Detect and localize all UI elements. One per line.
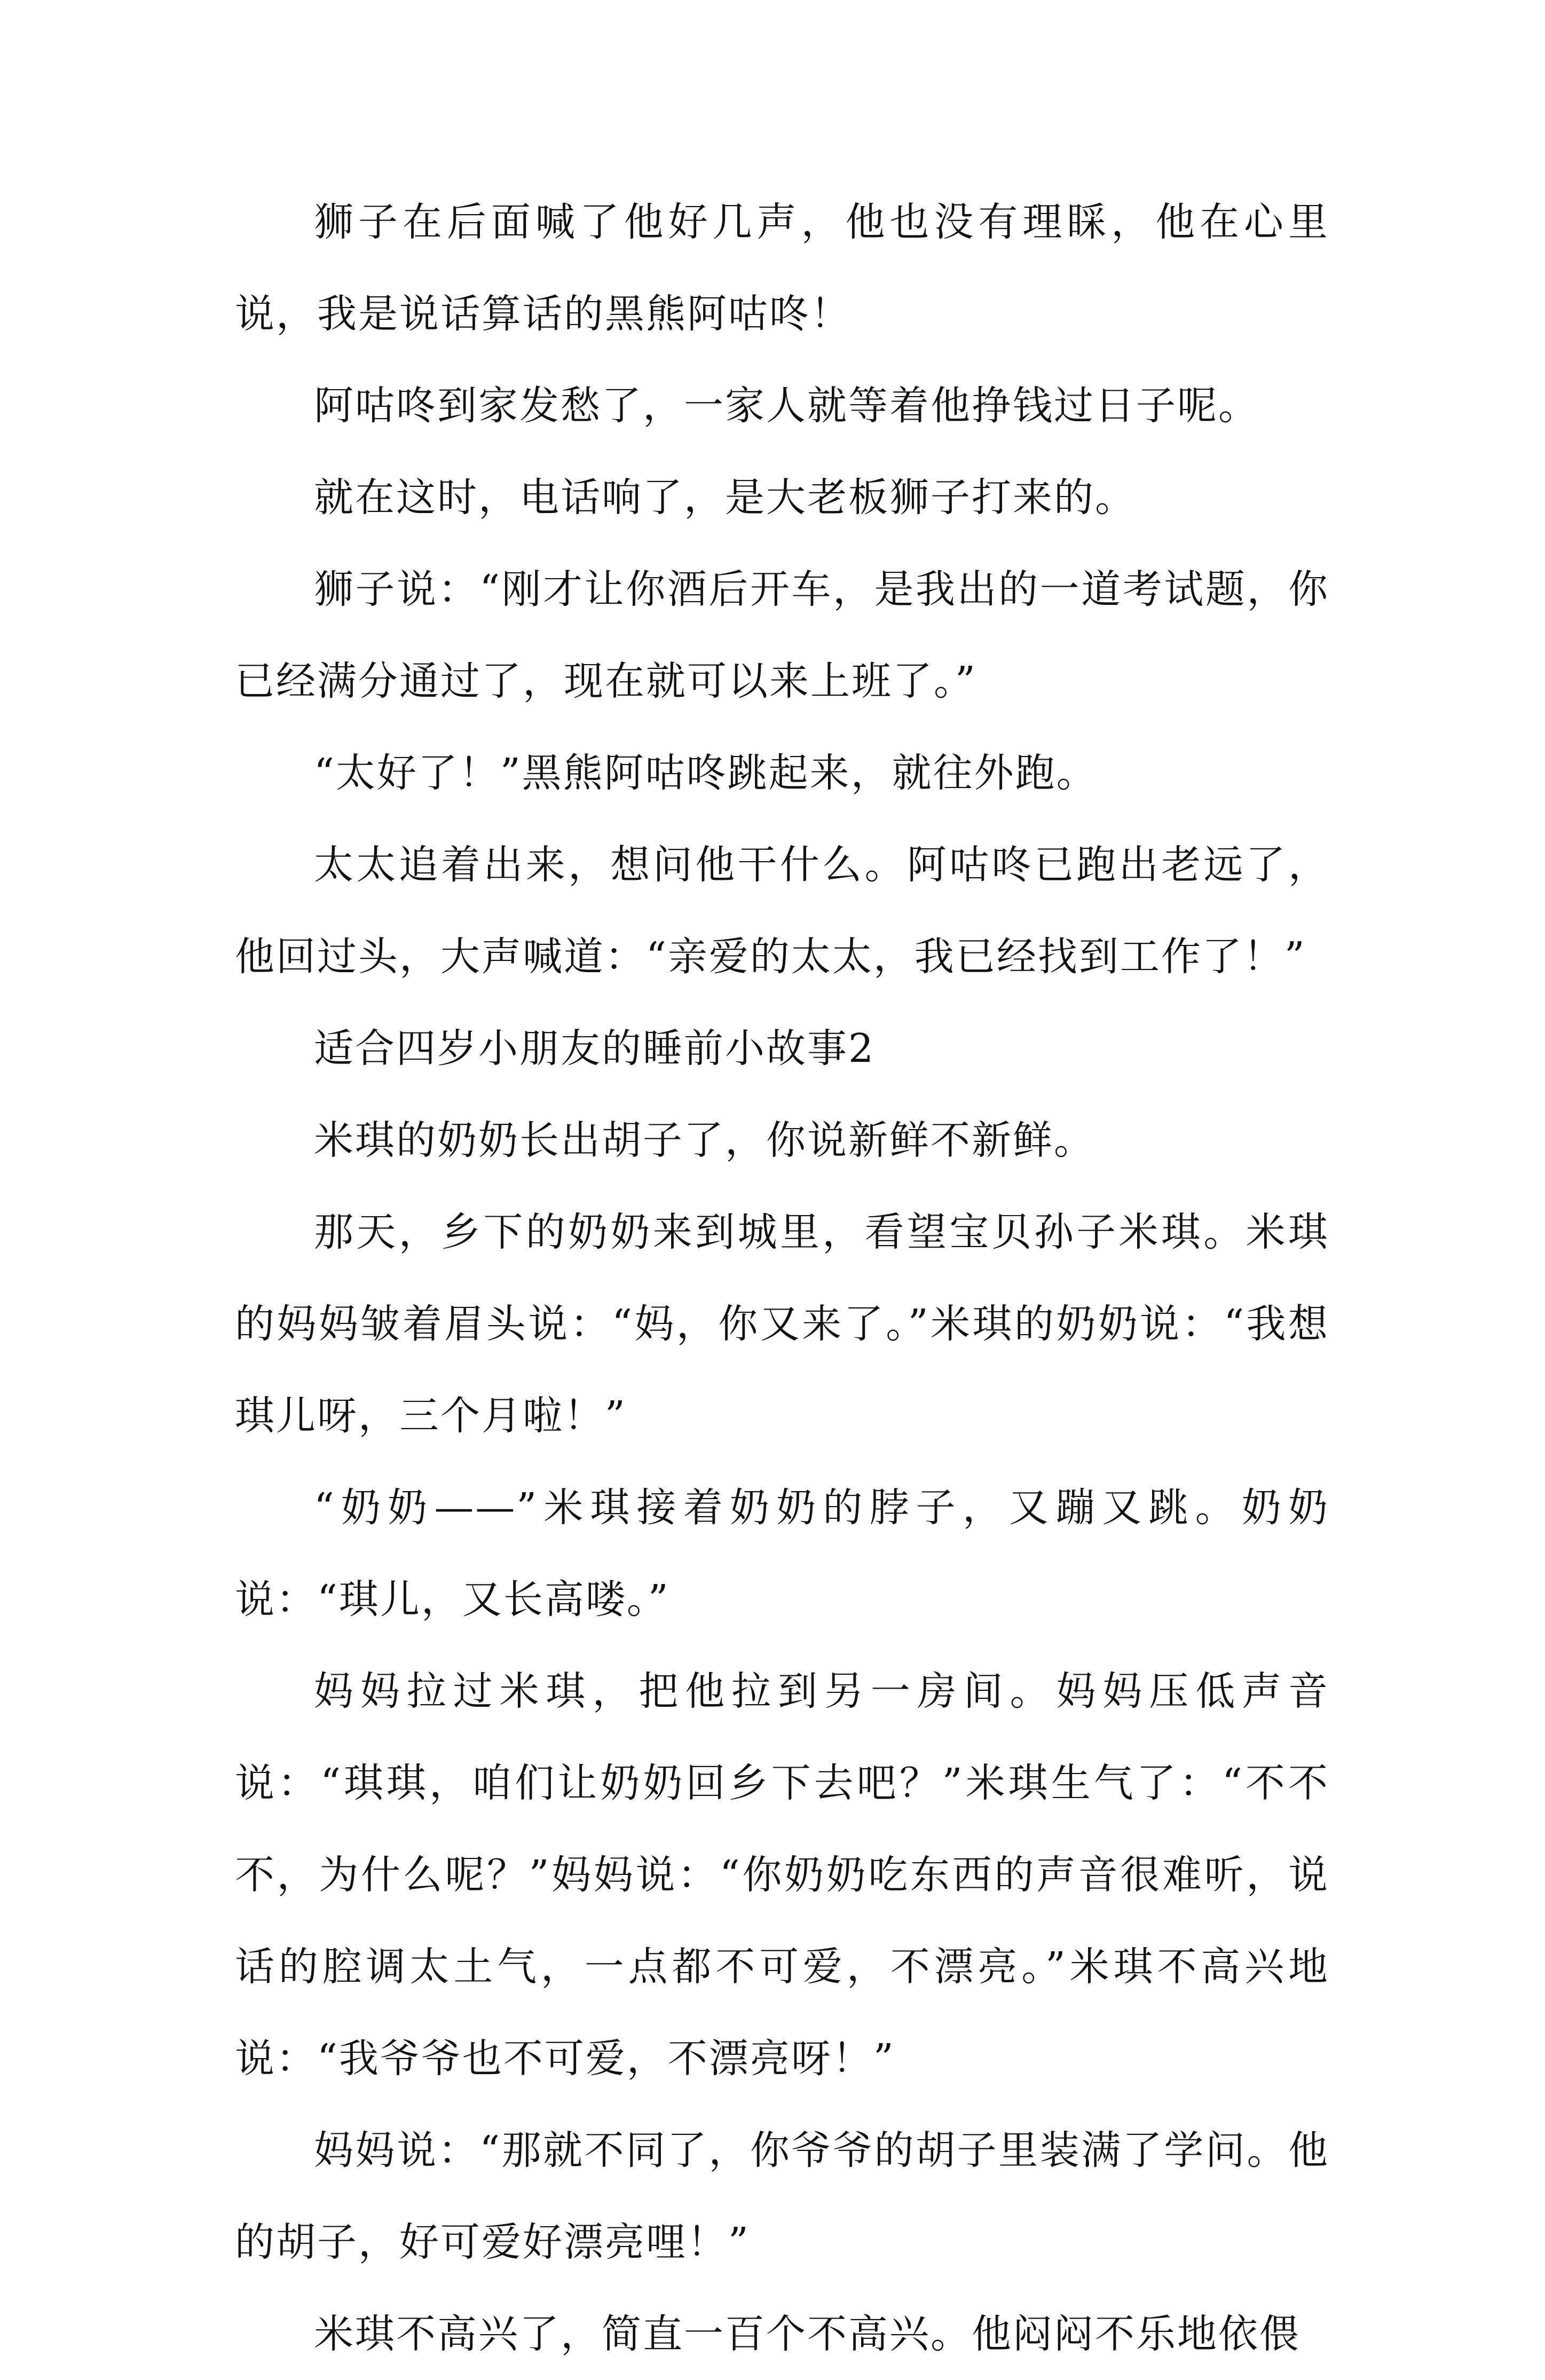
paragraph-8: 那天，乡下的奶奶来到城里，看望宝贝孙子米琪。米琪的妈妈皱着眉头说：“妈，你又来了。”米琪的奶奶说：“我想琪儿呀，三个月啦！” xyxy=(235,1209,1329,1439)
paragraph-9: “奶奶——”米琪接着奶奶的脖子，又蹦又跳。奶奶说：“琪儿，又长高喽。” xyxy=(235,1485,1329,1622)
paragraph-6: 太太追着出来，想问他干什么。阿咕咚已跑出老远了，他回过头，大声喊道：“亲爱的太太，我已经找到工作了！” xyxy=(235,842,1329,980)
paragraph-2: 阿咕咚到家发愁了，一家人就等着他挣钱过日子呢。 xyxy=(314,383,1259,429)
paragraph-7: 米琪的奶奶长出胡子了，你说新鲜不新鲜。 xyxy=(314,1117,1095,1163)
story-text xyxy=(235,176,1329,2380)
paragraph-11: 妈妈说：“那就不同了，你爷爷的胡子里装满了学问。他的胡子，好可爱好漂亮哩！” xyxy=(235,2127,1329,2265)
paragraph-4: 狮子说：“刚才让你酒后开车，是我出的一道考试题，你已经满分通过了，现在就可以来上班了。” xyxy=(235,566,1329,704)
paragraph-5: “太好了！”黑熊阿咕咚跳起来，就往外跑。 xyxy=(314,750,1098,796)
paragraph-12: 米琪不高兴了，简直一百个不高兴。他闷闷不乐地依偎 xyxy=(314,2311,1300,2357)
paragraph-10: 妈妈拉过米琪，把他拉到另一房间。妈妈压低声音说：“琪琪，咱们让奶奶回乡下去吧？”米琪生气了：“不不不，为什么呢？”妈妈说：“你奶奶吃东西的声音很难听，说话的腔调太土气，一点都不可爱，不漂亮。”米琪不高兴地说：“我爷爷也不可爱，不漂亮呀！” xyxy=(235,1668,1329,2082)
section-heading: 适合四岁小朋友的睡前小故事2 xyxy=(314,1026,876,1071)
paragraph-3: 就在这时，电话响了，是大老板狮子打来的。 xyxy=(314,475,1136,521)
paragraph-1: 狮子在后面喊了他好几声，他也没有理睬，他在心里说，我是说话算话的黑熊阿咕咚！ xyxy=(235,199,1329,337)
